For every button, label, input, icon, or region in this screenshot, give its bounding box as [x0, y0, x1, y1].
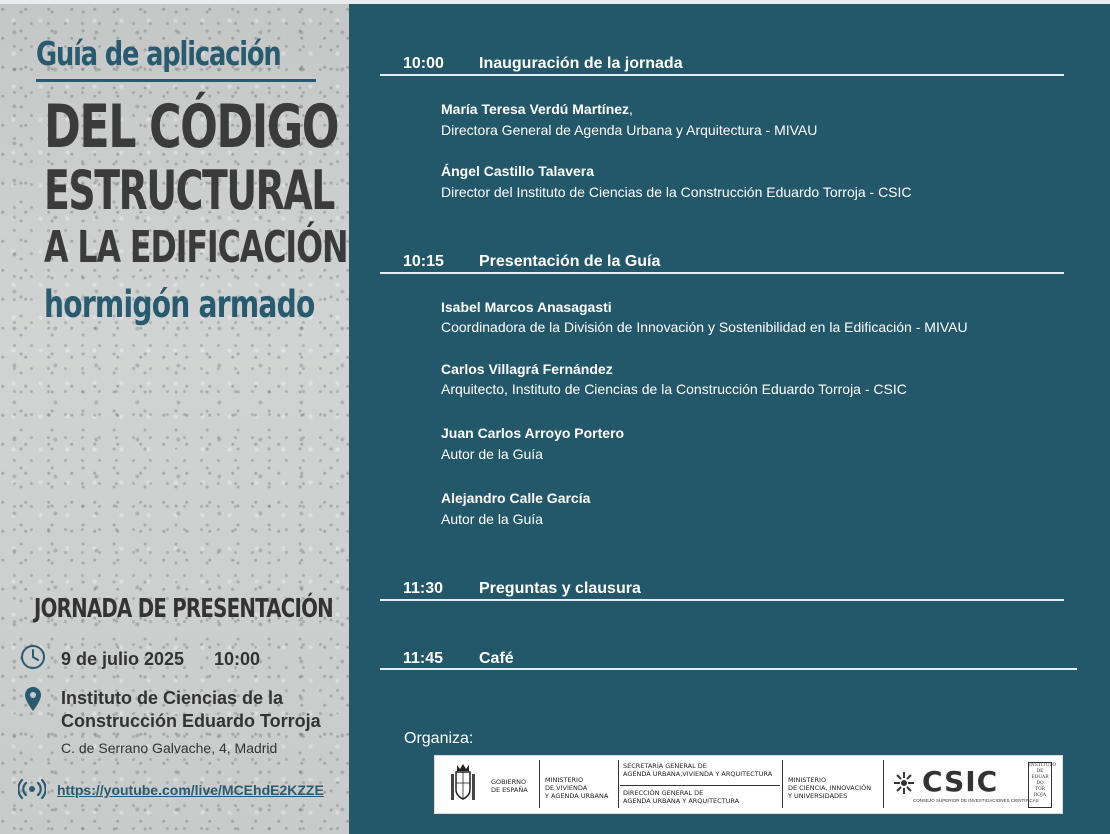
program-panel [349, 4, 1110, 834]
direccion-text: DIRECCIÓN GENERAL DE AGENDA URBANA Y ARQUITECTURA [623, 789, 740, 805]
session-divider [380, 668, 1077, 670]
ministerio-ciencia-text: MINISTERIO DE CIENCIA, INNOVACIÓN Y UNIVERSIDADES [788, 776, 872, 800]
session-time: 11:30 [403, 580, 444, 597]
session-title: Preguntas y clausura [479, 580, 641, 597]
venue-line-2: Construcción Eduardo Torroja [61, 711, 321, 731]
speaker-role: Autor de la Guía [441, 446, 543, 462]
gobierno-text: GOBIERNO DE ESPAÑA [491, 778, 528, 794]
session-title: Presentación de la Guía [479, 253, 661, 270]
venue-address: C. de Serrano Galvache, 4, Madrid [61, 740, 278, 756]
speaker-role: Arquitecto, Instituto de Ciencias de la Construcción Eduardo Torroja - CSIC [441, 381, 907, 397]
speaker-name: María Teresa Verdú Martínez, [441, 101, 633, 117]
ietcc-logo: INSTITUTO DE EDUAR DO TOR ROJA [1028, 762, 1052, 808]
logo-divider [539, 760, 540, 808]
youtube-link[interactable]: https://youtube.com/live/MCEhdE2KZZE [57, 782, 324, 798]
secretaria-text: SECRETARÍA GENERAL DE AGENDA URBANA,VIVIENDA Y ARQUITECTURA [623, 762, 773, 778]
session-divider [380, 599, 1064, 601]
title-line-2: ESTRUCTURAL [44, 159, 334, 222]
session-divider [380, 272, 1064, 274]
speaker-name: Juan Carlos Arroyo Portero [441, 425, 625, 441]
speaker-role: Coordinadora de la División de Innovación y Sostenibilidad en la Edificación - MIVAU [441, 319, 968, 335]
speaker-role: Autor de la Guía [441, 511, 543, 527]
speaker-name: Carlos Villagrá Fernández [441, 361, 613, 377]
organizers-logo-strip [434, 755, 1063, 814]
clock-icon [20, 644, 46, 670]
logo-divider [883, 760, 884, 808]
csic-subtitle: CONSEJO SUPERIOR DE INVESTIGACIONES CIENTÍFICAS [913, 798, 1039, 803]
speaker-role: Directora General de Agenda Urbana y Arquitectura - MIVAU [441, 122, 818, 138]
speaker-role: Director del Instituto de Ciencias de la Construcción Eduardo Torroja - CSIC [441, 184, 912, 200]
ministerio-vivienda-text: MINISTERIO DE VIVIENDA Y AGENDA URBANA [545, 776, 609, 800]
subtitle: hormigón armado [44, 283, 315, 326]
speaker-name: Isabel Marcos Anasagasti [441, 299, 612, 315]
session-time: 10:15 [403, 253, 444, 270]
speaker-name: Alejandro Calle García [441, 490, 591, 506]
coat-of-arms-icon [445, 762, 481, 806]
speaker-name: Ángel Castillo Talavera [441, 163, 595, 179]
session-title: Inauguración de la jornada [479, 55, 683, 72]
logo-divider [618, 760, 619, 808]
location-pin-icon [24, 686, 42, 712]
session-title: Café [479, 650, 514, 667]
csic-logo: CSIC [922, 765, 999, 798]
event-time: 10:00 [214, 649, 261, 669]
session-time: 10:00 [403, 55, 444, 72]
guide-heading: Guía de aplicación [36, 34, 281, 73]
session-divider [380, 74, 1064, 76]
organiza-label: Organiza: [404, 730, 474, 747]
title-line-3: A LA EDIFICACIÓN [44, 222, 348, 273]
event-date: 9 de julio 2025 [61, 649, 185, 669]
broadcast-icon [18, 778, 46, 800]
title-line-1: DEL CÓDIGO [44, 92, 339, 162]
cover-panel [0, 4, 349, 834]
logo-divider [782, 760, 783, 808]
session-time: 11:45 [403, 650, 444, 667]
event-heading: JORNADA DE PRESENTACIÓN [34, 594, 333, 624]
logo-divider [620, 785, 780, 786]
venue-line-1: Instituto de Ciencias de la [61, 688, 284, 708]
heading-underline [36, 79, 316, 82]
csic-emblem-icon [892, 770, 916, 796]
